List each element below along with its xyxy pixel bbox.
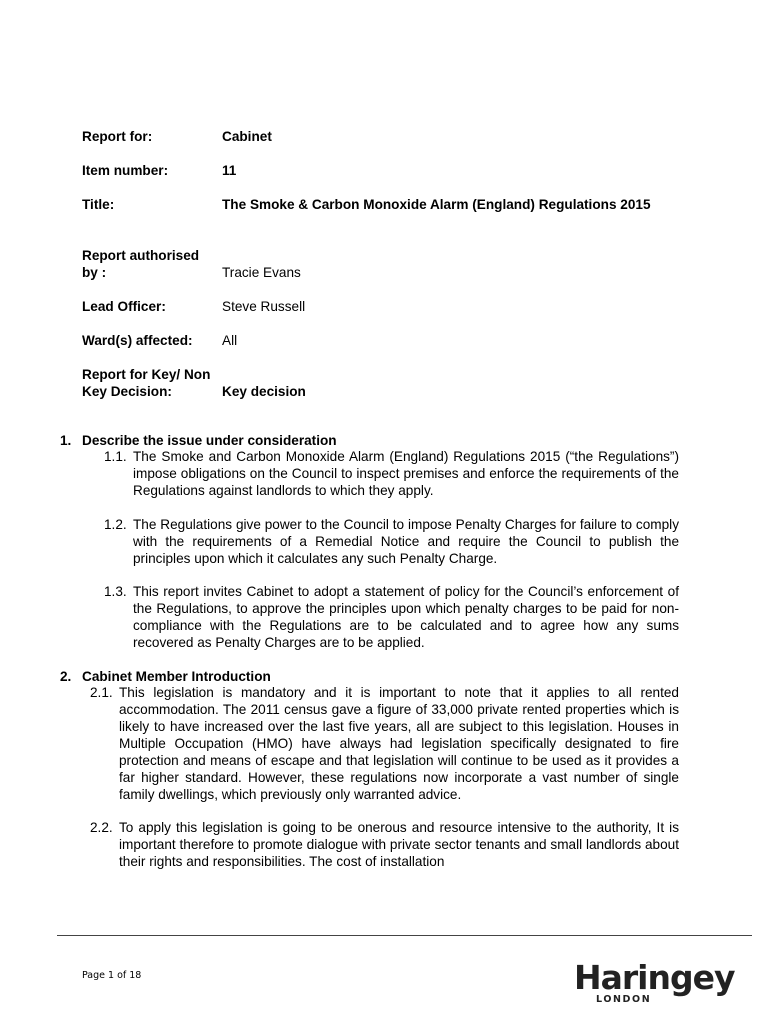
paragraph xyxy=(90,820,679,871)
meta-row-wards xyxy=(82,332,702,366)
section-number: 2. xyxy=(60,669,72,685)
meta-value: Cabinet xyxy=(222,129,272,144)
meta-label: Report for: xyxy=(82,129,153,144)
section-heading xyxy=(0,668,770,685)
section-heading xyxy=(0,432,770,449)
logo-subtext: LONDON xyxy=(596,994,652,1005)
section-number: 1. xyxy=(60,433,72,448)
page-number: Page 1 of 18 xyxy=(82,970,142,981)
meta-label: Item number: xyxy=(82,163,169,178)
meta-row-item-number xyxy=(82,162,702,196)
section-title: Describe the issue under consideration xyxy=(82,433,337,448)
meta-row-lead-officer xyxy=(82,298,702,332)
paragraph-number: 2.2. xyxy=(90,820,113,836)
meta-value: 11 xyxy=(222,163,237,178)
meta-value: All xyxy=(222,333,238,348)
paragraph-text: The Smoke and Carbon Monoxide Alarm (England) Regulations 2015 (“the Regulations”) impose obligations on the Council to inspect premises and enforce the requirements of the Regulations against landlords to which they apply. xyxy=(133,449,679,498)
paragraph xyxy=(104,516,679,568)
meta-value: Key decision xyxy=(222,384,306,399)
section-title: Cabinet Member Introduction xyxy=(82,669,271,685)
meta-row-authorised-by xyxy=(82,247,702,298)
paragraph-text: The Regulations give power to the Council to impose Penalty Charges for failure to comply with the requirements of a Remedial Notice and require the Council to publish the principles upon which it calculates any such Penalty Charge. xyxy=(133,516,679,566)
paragraph xyxy=(90,685,679,803)
paragraph-number: 1.3. xyxy=(104,584,127,600)
haringey-logo xyxy=(572,955,735,1005)
meta-row-key-decision xyxy=(82,366,702,400)
meta-value: Steve Russell xyxy=(222,299,306,314)
paragraph-text: This legislation is mandatory and it is important to note that it applies to all rented accommodation. The 2011 census gave a figure of 33,000 private rented properties which is likely to have increased over the last five years, all are subject to this legislation. Houses in Multiple Occupation (HMO) have always had legislation specifically designated to fire protection and means of escape and that legislation will continue to be used as it provides a far higher standard. However, these regulations now incorporate a vast number of single family dwellings, which previously only warranted advice. xyxy=(119,685,679,802)
meta-value: The Smoke & Carbon Monoxide Alarm (England) Regulations 2015 xyxy=(222,197,651,212)
logo-wordmark: Haringey xyxy=(574,958,735,997)
meta-label: Report for Key/ Non Key Decision: xyxy=(82,367,211,399)
meta-label: Title: xyxy=(82,197,115,212)
meta-row-report-for xyxy=(82,128,702,162)
paragraph-number: 1.2. xyxy=(104,516,127,532)
paragraph-text: To apply this legislation is going to be onerous and resource intensive to the authority, It is important therefore to promote dialogue with private sector tenants and small landlords about their rights and responsibilities. The cost of installation xyxy=(119,820,679,870)
paragraph-number: 2.1. xyxy=(90,685,113,701)
meta-label: Ward(s) affected: xyxy=(82,333,193,348)
report-metadata xyxy=(82,128,702,400)
meta-row-title xyxy=(82,196,702,247)
footer-divider xyxy=(57,935,752,936)
paragraph xyxy=(104,449,679,500)
meta-value: Tracie Evans xyxy=(222,265,301,280)
paragraph-number: 1.1. xyxy=(104,449,127,464)
meta-label: Report authorised by : xyxy=(82,248,200,280)
paragraph-text: This report invites Cabinet to adopt a statement of policy for the Council’s enforcement of the Regulations, to approve the principles upon which penalty charges to be paid for non-compliance with the Regulations are to be calculated and to agree how any sums recovered as Penalty Charges are to be applied. xyxy=(133,584,679,651)
report-sections xyxy=(0,432,770,871)
meta-label: Lead Officer: xyxy=(82,299,166,314)
paragraph xyxy=(104,584,679,652)
